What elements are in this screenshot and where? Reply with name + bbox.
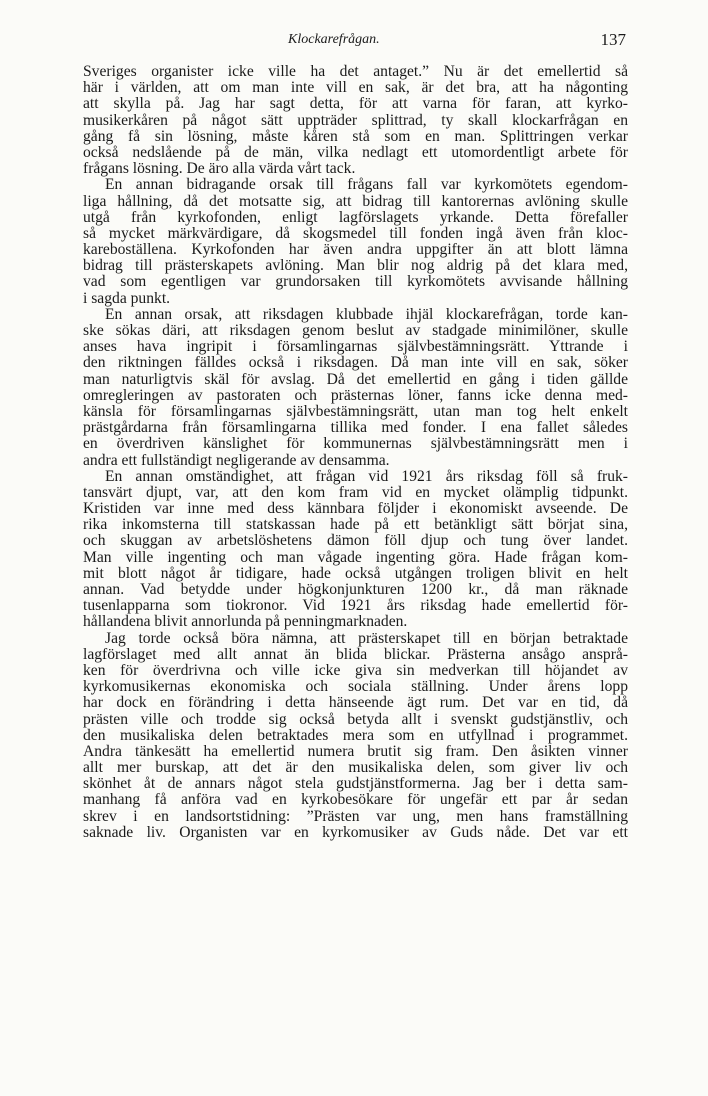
text-line: frågans lösning. De äro alla värda vårt tack. (83, 161, 356, 178)
text-line: Jag torde också böra nämna, att prästerskapet till en början betraktade (105, 630, 628, 647)
text-line: också nedslående på de män, vilka nedlagt ett utomordentligt arbete för (83, 144, 628, 161)
text-line: man naturligtvis skäl för avslag. Då det emellertid en gång i tiden gällde (83, 371, 628, 388)
text-line: så mycket märkvärdigare, då skogsmedel till fonden ingå även från kloc- (83, 225, 628, 242)
text-line: Sveriges organister icke ville ha det antaget.” Nu är det emellertid så (83, 64, 628, 80)
text-line: musikerkåren på något sätt uppträder splittrad, ty skall klockarfrågan en (83, 112, 628, 129)
body-text (83, 64, 628, 841)
text-line: den riktningen fälldes också i riksdagen. Då man inte vill en sak, söker (83, 355, 628, 372)
text-line: den musikaliska delen betraktades mera som en utfyllnad i programmet. (83, 727, 628, 744)
text-line: ken för överdrivna och ville icke giva sin medverkan till höjandet av (83, 662, 628, 679)
text-line: mit blott något år tidigare, hade också utgången troligen blivit en helt (83, 565, 628, 582)
text-line: En annan orsak, att riksdagen klubbade ihjäl klockarefrågan, torde kan- (105, 306, 628, 323)
text-line: saknade liv. Organisten var en kyrkomusiker av Guds nåde. Det var ett (83, 824, 628, 841)
running-head (0, 30, 708, 54)
text-line: prästgårdarna från församlingarna tillika med fonder. I ena fallet således (83, 420, 628, 437)
text-line: omregleringen av pastoraten och prästernas löner, fanns icke denna med- (83, 387, 628, 404)
text-line: anses hava ingripit i församlingarnas självbestämningsrätt. Yttrande i (83, 339, 628, 356)
text-line: skönhet åt de annars något stela gudstjänstformerna. Jag ber i detta sam- (83, 776, 628, 793)
text-line: och skuggan av arbetslöshetens dämon föll djup och tung över landet. (83, 533, 628, 550)
text-line: en överdriven känslighet för kommunernas självbestämningsrätt men i (83, 436, 628, 453)
text-line: ske sökas däri, att riksdagen genom beslut av stadgade minimilöner, skulle (83, 323, 628, 339)
text-line: prästen ville och trodde sig också betyda allt i svenskt gudstjänstliv, och (83, 711, 628, 728)
text-line: annan. Vad betydde under högkonjunkturen 1200 kr., då man räknade (83, 582, 628, 598)
text-line: har dock en förändring i detta hänseende ägt rum. Det var en tid, då (83, 695, 628, 712)
text-line: kyrkomusikernas ekonomiska och sociala ställning. Under årens lopp (83, 679, 628, 696)
text-line: lagförslaget med allt annat än blida blickar. Prästerna ansågo ansprå- (83, 646, 628, 663)
text-line: Andra tänkesätt ha emellertid numera brutit sig fram. Den åsikten vinner (83, 743, 628, 760)
text-line: tansvärt djupt, var, att den kom fram vid en mycket olämplig tidpunkt. (83, 484, 628, 501)
text-line: allt mer burskap, att det är den musikaliska delen, som giver liv och (83, 760, 628, 777)
text-line: hållandena blivit annorlunda på penningmarknaden. (83, 614, 408, 631)
text-line: andra ett fullständigt negligerande av densamma. (83, 452, 390, 469)
text-line: rika inkomsterna till statskassan hade på ett betänkligt sätt börjat sina, (83, 517, 628, 534)
text-line: gång få sin lösning, måste kåren stå som en man. Splittringen verkar (83, 128, 628, 145)
text-line: Kristiden var inne med dess kännbara följder i ekonomiskt avseende. De (83, 501, 628, 518)
text-line: vad som egentligen var grundorsaken till kyrkomötets avvisande hållning (83, 274, 628, 291)
text-line: här i världen, att om man inte vill en sak, är det bra, att ha någonting (83, 80, 628, 97)
text-line: Man ville ingenting och man vågade ingenting göra. Hade frågan kom- (83, 549, 628, 566)
text-line: att skylla på. Jag har sagt detta, för att varna för faran, att kyrko- (83, 96, 628, 113)
running-title: Klockarefrågan. (288, 32, 380, 47)
text-line: manhang få anföra vad en kyrkobesökare för ungefär ett par år sedan (83, 792, 628, 809)
text-line: En annan bidragande orsak till frågans fall var kyrkomötets egendom- (105, 177, 628, 194)
text-line: bidrag till prästerskapets avlöning. Man blir nog aldrig på det klara med, (83, 258, 628, 275)
text-line: känsla för församlingarnas självbestämningsrätt, utan man tog helt enkelt (83, 403, 628, 420)
text-line: i sagda punkt. (83, 290, 171, 307)
text-line: tusenlapparna som tiokronor. Vid 1921 års riksdag hade emellertid för- (83, 598, 628, 615)
page-number: 137 (600, 30, 626, 49)
text-line: liga hållning, då det motsatte sig, att bidrag till kantorernas avlöning skulle (83, 193, 628, 210)
text-line: En annan omständighet, att frågan vid 1921 års riksdag föll så fruk- (105, 468, 628, 485)
text-line: utgå från kyrkofonden, enligt lagförslagets yrkande. Detta förefaller (83, 209, 628, 226)
text-line: kareboställena. Kyrkofonden har även andra uppgifter än att blott lämna (83, 242, 628, 259)
text-line: skrev i en landsortstidning: ”Prästen var ung, men hans framställning (83, 808, 628, 825)
